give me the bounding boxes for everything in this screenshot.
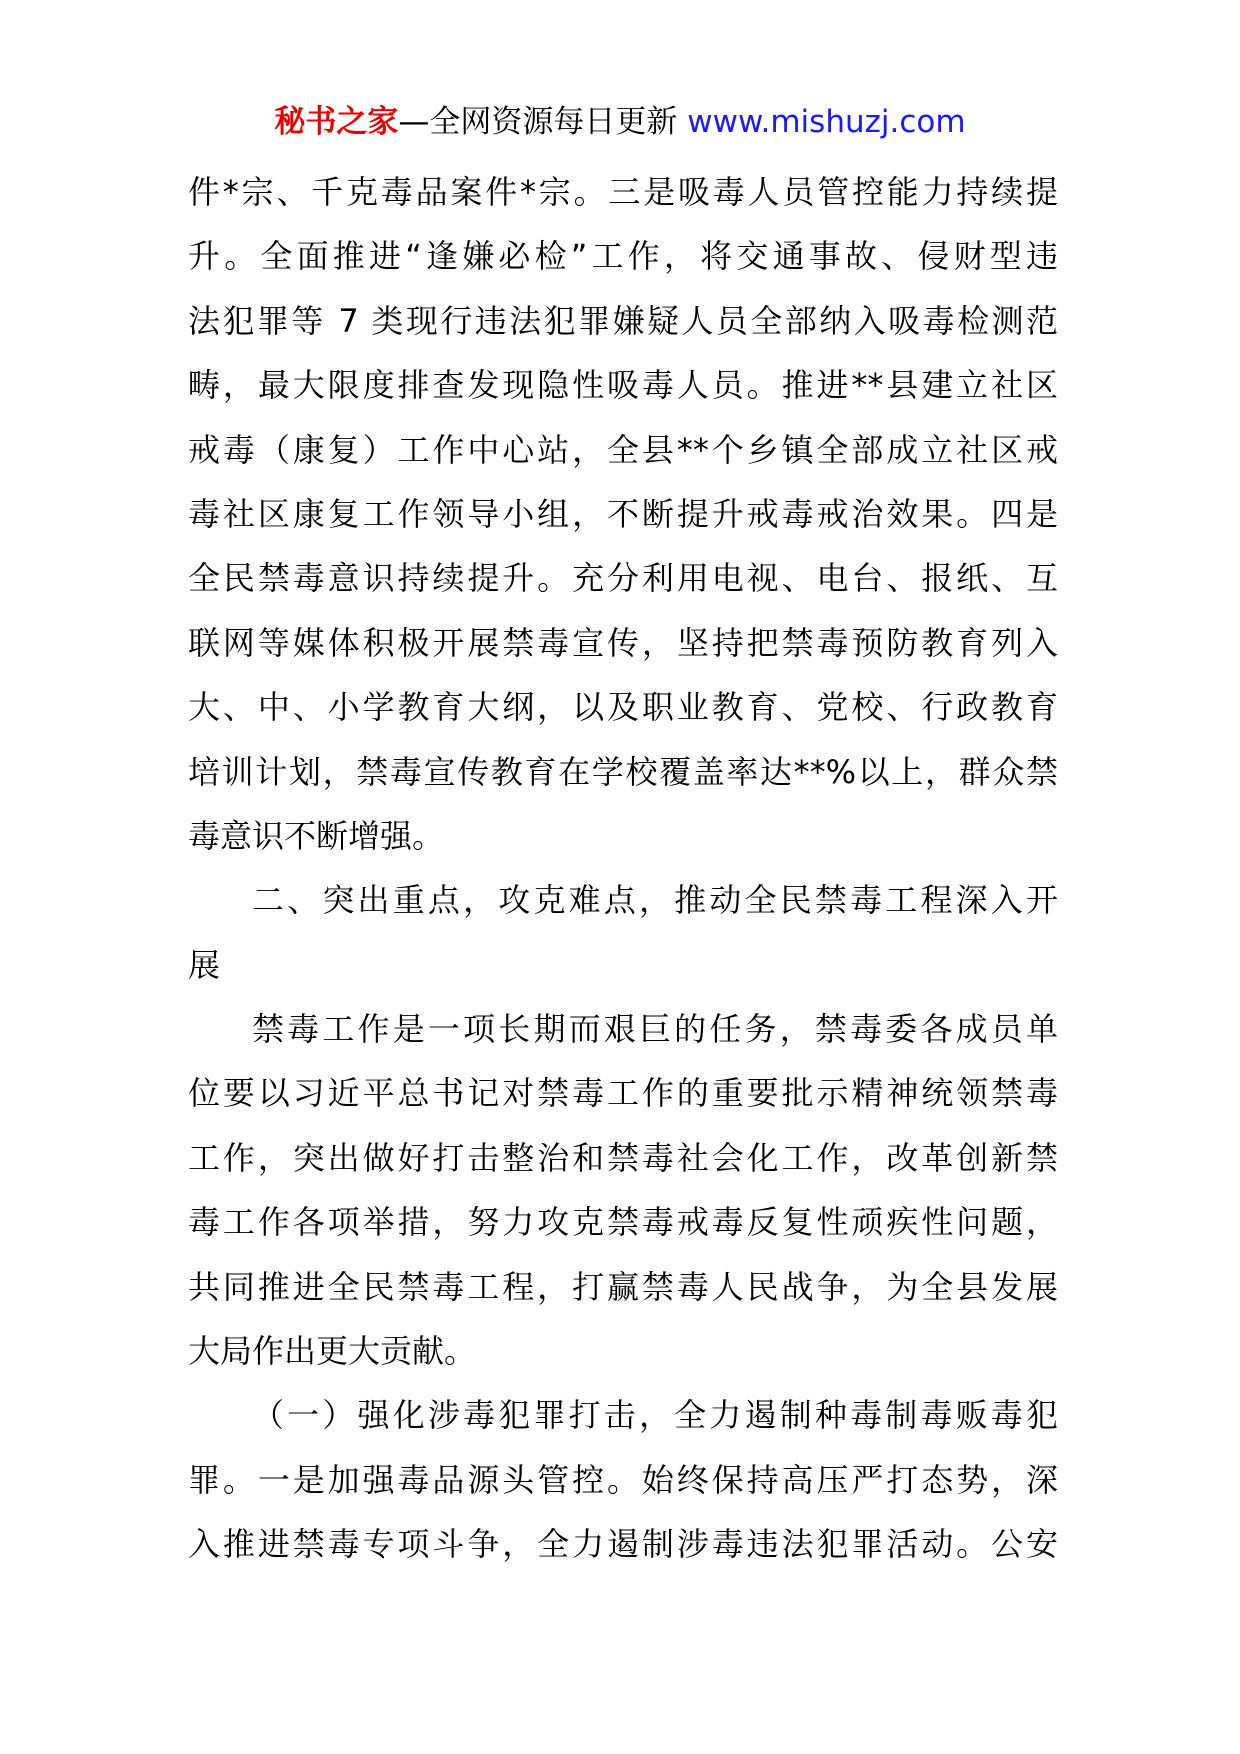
section-heading-end: 展 xyxy=(188,945,221,984)
paragraph-last-line: 大局作出更大贡献。 xyxy=(188,1332,477,1371)
text-line: 畴，最大限度排查发现隐性吸毒人员。推进**县建立社区 xyxy=(188,366,1058,405)
subsection-first-line: （一）强化涉毒犯罪打击，全力遏制种毒制毒贩毒犯 xyxy=(252,1396,1058,1435)
text-line: 件*宗、千克毒品案件*宗。三是吸毒人员管控能力持续提 xyxy=(188,173,1058,211)
paragraph-first-line: 禁毒工作是一项长期而艰巨的任务，禁毒委各成员单 xyxy=(252,1010,1058,1049)
header-tagline: —全网资源每日更新 xyxy=(398,104,688,140)
section-heading: 二、突出重点，攻克难点，推动全民禁毒工程深入开 xyxy=(252,881,1058,920)
text-line: 戒毒（康复）工作中心站，全县**个乡镇全部成立社区戒 xyxy=(188,430,1058,469)
text-line: 全民禁毒意识持续提升。充分利用电视、电台、报纸、互 xyxy=(188,559,1058,598)
text-line: 升。全面推进“逢嫌必检”工作，将交通事故、侵财型违 xyxy=(188,237,1058,276)
text-line: 入推进禁毒专项斗争，全力遏制涉毒违法犯罪活动。公安 xyxy=(188,1525,1058,1564)
paragraph-last-line: 毒意识不断增强。 xyxy=(188,816,445,855)
text-line: 大、中、小学教育大纲，以及职业教育、党校、行政教育 xyxy=(188,688,1058,727)
text-line: 联网等媒体积极开展禁毒宣传，坚持把禁毒预防教育列入 xyxy=(188,623,1058,662)
site-url-link[interactable]: www.mishuzj.com xyxy=(687,104,966,140)
text-line: 毒社区康复工作领导小组，不断提升戒毒戒治效果。四是 xyxy=(188,494,1058,533)
text-line: 法犯罪等 7 类现行违法犯罪嫌疑人员全部纳入吸毒检测范 xyxy=(188,301,1058,340)
text-line: 罪。一是加强毒品源头管控。始终保持高压严打态势，深 xyxy=(188,1460,1058,1499)
brand-name: 秘书之家 xyxy=(274,104,399,140)
document-body xyxy=(188,160,1058,1577)
text-line: 位要以习近平总书记对禁毒工作的重要批示精神统领禁毒 xyxy=(188,1074,1058,1113)
text-line: 工作，突出做好打击整治和禁毒社会化工作，改革创新禁 xyxy=(188,1138,1058,1177)
text-line: 共同推进全民禁毒工程，打赢禁毒人民战争，为全县发展 xyxy=(188,1267,1058,1306)
page-header xyxy=(0,100,1240,144)
text-line: 培训计划，禁毒宣传教育在学校覆盖率达**%以上，群众禁 xyxy=(188,752,1058,791)
text-line: 毒工作各项举措，努力攻克禁毒戒毒反复性顽疾性问题， xyxy=(188,1203,1058,1242)
